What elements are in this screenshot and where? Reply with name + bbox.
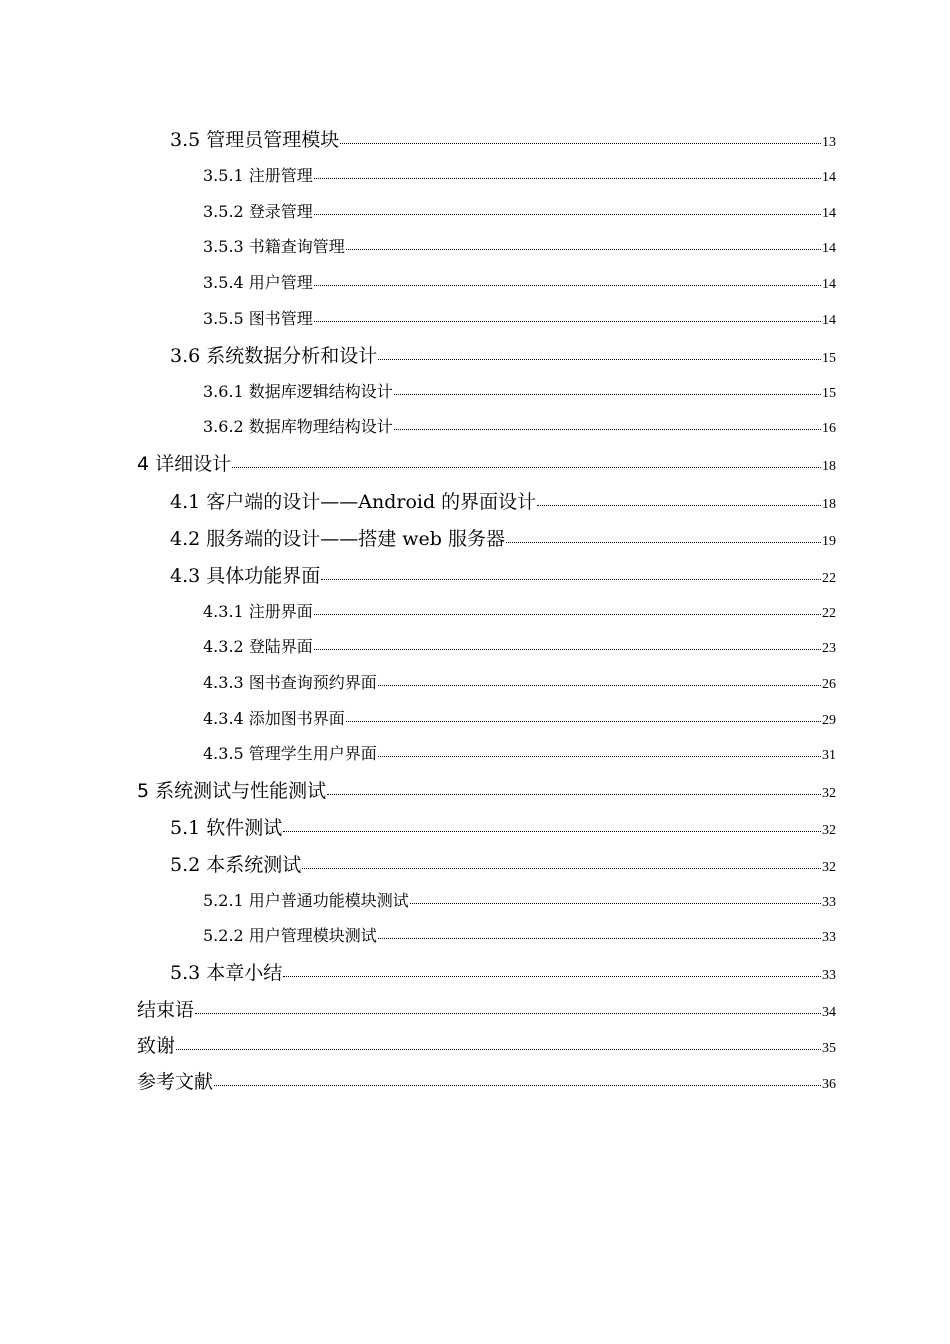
toc-entry[interactable] xyxy=(203,888,836,911)
toc-dot-leader xyxy=(314,321,821,322)
toc-entry[interactable] xyxy=(137,776,836,803)
toc-dot-leader xyxy=(378,685,821,686)
toc-entry[interactable] xyxy=(203,234,836,257)
toc-entry-page: 18 xyxy=(822,459,836,474)
toc-entry-title: 4.3.3 图书查询预约界面 xyxy=(203,673,377,692)
toc-dot-leader xyxy=(394,429,821,430)
toc-dot-leader xyxy=(321,579,821,580)
toc-entry-title: 4.3.1 注册界面 xyxy=(203,602,313,621)
toc-entry-page: 33 xyxy=(822,968,836,983)
toc-entry-title: 5.3 本章小结 xyxy=(170,962,283,984)
toc-entry-title: 3.6 系统数据分析和设计 xyxy=(170,345,378,367)
toc-entry-page: 14 xyxy=(822,170,836,185)
toc-entry-title: 4.3.4 添加图书界面 xyxy=(203,709,345,728)
toc-entry-page: 29 xyxy=(822,713,836,728)
toc-entry-page: 22 xyxy=(822,571,836,586)
toc-dot-leader xyxy=(314,649,821,650)
toc-entry[interactable] xyxy=(203,599,836,622)
toc-entry-page: 26 xyxy=(822,677,836,692)
toc-entry-page: 23 xyxy=(822,641,836,656)
toc-entry[interactable] xyxy=(170,850,836,877)
toc-entry[interactable] xyxy=(137,449,836,476)
toc-entry-title: 5.2.1 用户普通功能模块测试 xyxy=(203,891,409,910)
toc-entry-page: 14 xyxy=(822,206,836,221)
toc-entry-page: 36 xyxy=(822,1077,836,1092)
toc-entry-title: 4.3.5 管理学生用户界面 xyxy=(203,744,377,763)
toc-entry[interactable] xyxy=(170,125,836,152)
toc-entry[interactable] xyxy=(203,414,836,437)
toc-entry[interactable] xyxy=(137,1031,836,1058)
toc-entry[interactable] xyxy=(203,741,836,764)
toc-entry-page: 34 xyxy=(822,1005,836,1020)
toc-entry[interactable] xyxy=(203,670,836,693)
toc-entry-page: 14 xyxy=(822,277,836,292)
toc-entry-title: 结束语 xyxy=(137,999,195,1021)
toc-entry[interactable] xyxy=(137,1067,836,1094)
toc-dot-leader xyxy=(506,542,821,543)
toc-entry[interactable] xyxy=(137,995,836,1022)
toc-dot-leader xyxy=(302,868,821,869)
toc-entry-title: 5 系统测试与性能测试 xyxy=(137,780,327,802)
toc-dot-leader xyxy=(283,831,821,832)
toc-dot-leader xyxy=(410,903,821,904)
toc-entry-title: 4.2 服务端的设计——搭建 web 服务器 xyxy=(170,528,506,550)
toc-entry-page: 18 xyxy=(822,497,836,512)
toc-dot-leader xyxy=(378,359,821,360)
toc-entry-page: 31 xyxy=(822,748,836,763)
toc-entry-title: 4.1 客户端的设计——Android 的界面设计 xyxy=(170,491,537,513)
toc-entry-title: 致谢 xyxy=(137,1035,176,1057)
toc-dot-leader xyxy=(340,143,821,144)
toc-entry-page: 33 xyxy=(822,895,836,910)
toc-dot-leader xyxy=(314,214,821,215)
toc-entry-title: 5.1 软件测试 xyxy=(170,817,283,839)
toc-entry-page: 32 xyxy=(822,823,836,838)
toc-entry-title: 3.6.1 数据库逻辑结构设计 xyxy=(203,382,393,401)
toc-entry[interactable] xyxy=(170,487,836,514)
toc-dot-leader xyxy=(327,794,821,795)
toc-dot-leader xyxy=(232,467,821,468)
toc-entry-page: 33 xyxy=(822,930,836,945)
toc-dot-leader xyxy=(314,614,821,615)
toc-entry-page: 32 xyxy=(822,860,836,875)
toc-entry-page: 15 xyxy=(822,351,836,366)
toc-entry[interactable] xyxy=(203,199,836,222)
toc-entry-page: 22 xyxy=(822,606,836,621)
toc-entry[interactable] xyxy=(170,813,836,840)
toc-entry-title: 4.3 具体功能界面 xyxy=(170,565,321,587)
toc-dot-leader xyxy=(537,505,821,506)
toc-entry-title: 3.6.2 数据库物理结构设计 xyxy=(203,417,393,436)
toc-entry-page: 15 xyxy=(822,386,836,401)
toc-dot-leader xyxy=(214,1085,821,1086)
toc-entry-title: 3.5.4 用户管理 xyxy=(203,273,313,292)
toc-dot-leader xyxy=(195,1013,821,1014)
toc-dot-leader xyxy=(176,1049,821,1050)
toc-entry-page: 13 xyxy=(822,135,836,150)
toc-entry-title: 5.2.2 用户管理模块测试 xyxy=(203,926,377,945)
toc-dot-leader xyxy=(378,756,821,757)
toc-entry-page: 19 xyxy=(822,534,836,549)
toc-entry[interactable] xyxy=(203,270,836,293)
toc-entry-title: 4 详细设计 xyxy=(137,453,232,475)
toc-entry[interactable] xyxy=(170,958,836,985)
toc-entry-page: 14 xyxy=(822,313,836,328)
toc-entry[interactable] xyxy=(203,923,836,946)
toc-dot-leader xyxy=(314,178,821,179)
toc-entry-title: 3.5.3 书籍查询管理 xyxy=(203,237,345,256)
toc-entry-title: 4.3.2 登陆界面 xyxy=(203,637,313,656)
toc-entry[interactable] xyxy=(203,306,836,329)
toc-entry-title: 参考文献 xyxy=(137,1071,214,1093)
toc-entry[interactable] xyxy=(203,163,836,186)
toc-entry[interactable] xyxy=(170,561,836,588)
toc-dot-leader xyxy=(283,976,821,977)
toc-entry-title: 5.2 本系统测试 xyxy=(170,854,302,876)
toc-entry-page: 35 xyxy=(822,1041,836,1056)
toc-entry-page: 14 xyxy=(822,241,836,256)
toc-entry[interactable] xyxy=(170,524,836,551)
toc-entry[interactable] xyxy=(170,341,836,368)
toc-entry[interactable] xyxy=(203,379,836,402)
toc-dot-leader xyxy=(314,285,821,286)
toc-dot-leader xyxy=(346,249,821,250)
toc-entry[interactable] xyxy=(203,706,836,729)
toc-entry-title: 3.5.1 注册管理 xyxy=(203,166,313,185)
toc-entry-page: 16 xyxy=(822,421,836,436)
toc-entry-page: 32 xyxy=(822,786,836,801)
toc-dot-leader xyxy=(346,721,821,722)
toc-entry-title: 3.5 管理员管理模块 xyxy=(170,129,340,151)
toc-dot-leader xyxy=(394,394,821,395)
toc-entry-title: 3.5.5 图书管理 xyxy=(203,309,313,328)
toc-entry-title: 3.5.2 登录管理 xyxy=(203,202,313,221)
toc-dot-leader xyxy=(378,938,821,939)
toc-entry[interactable] xyxy=(203,634,836,657)
